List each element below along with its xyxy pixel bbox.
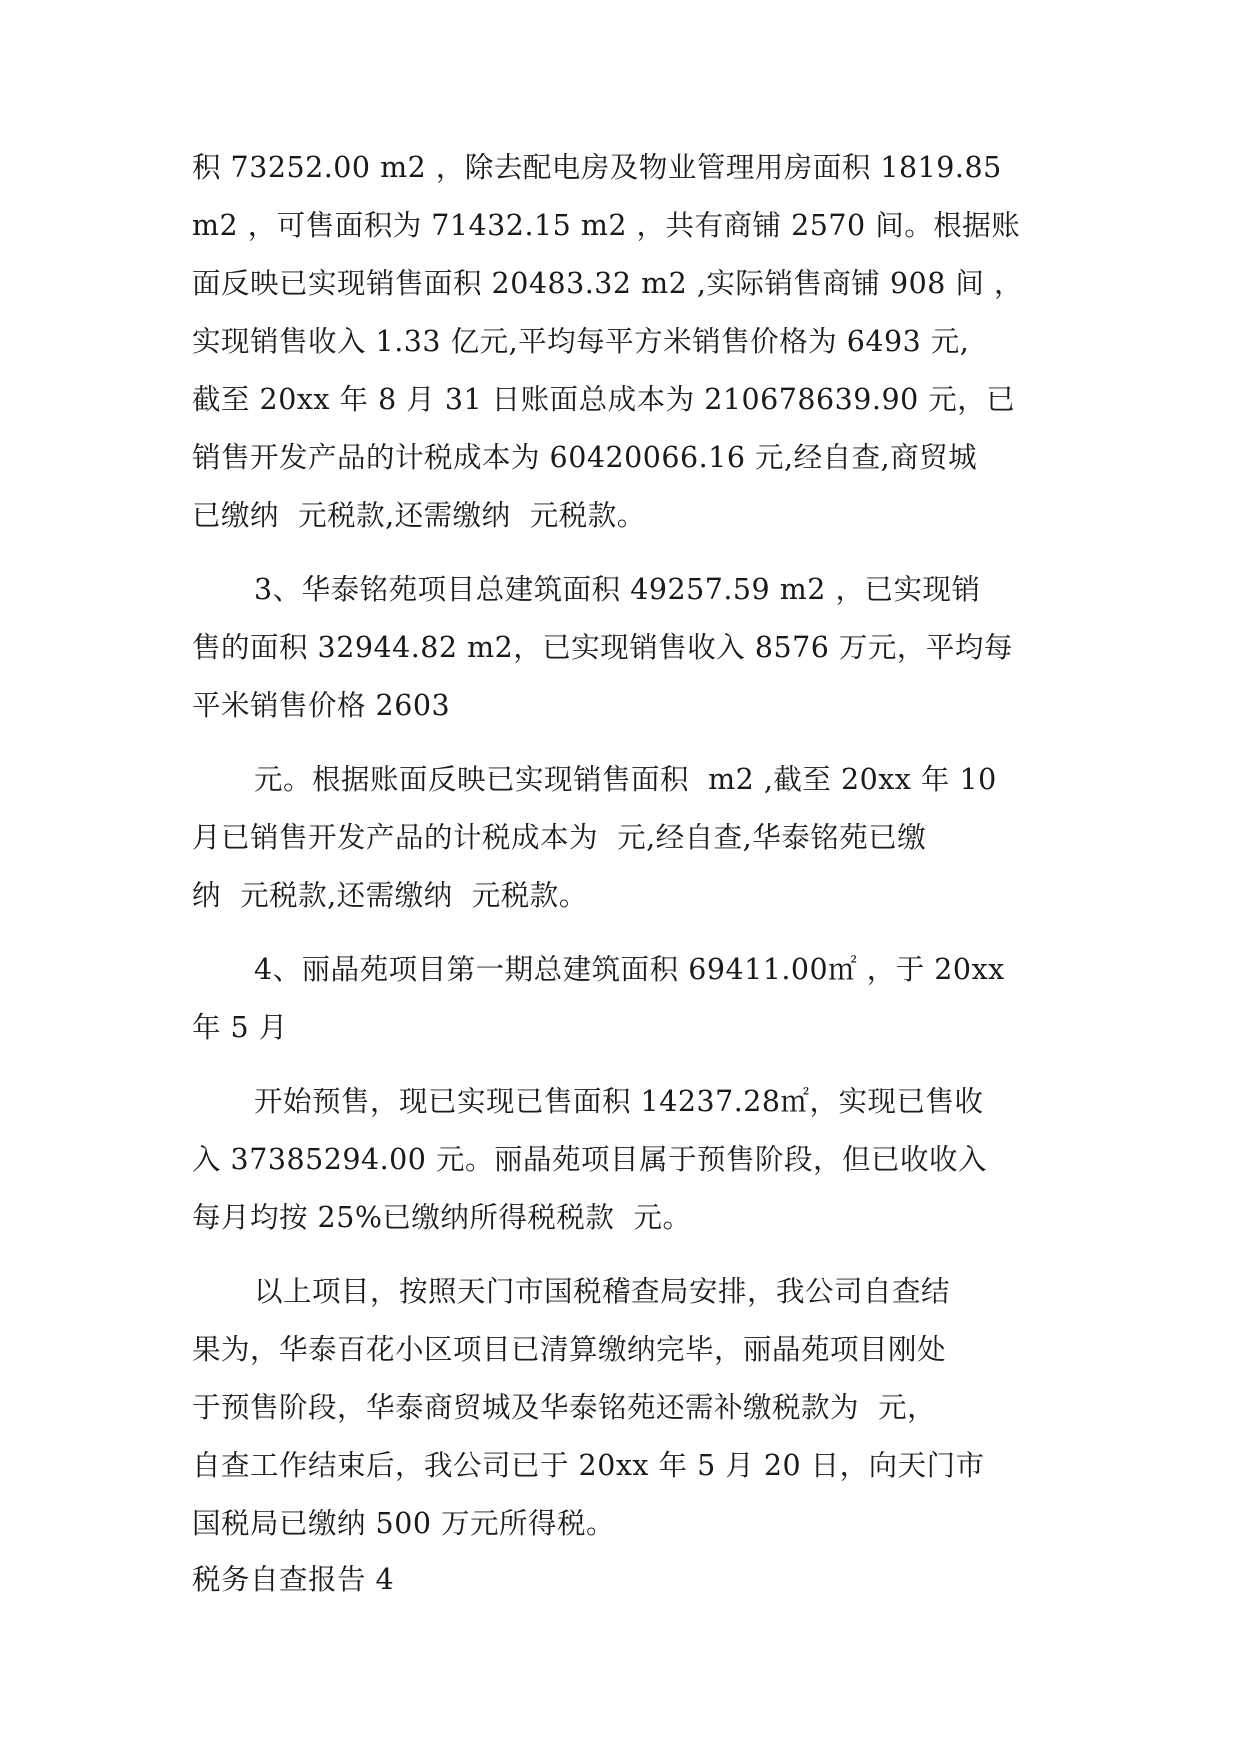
text-line: 截至 20xx 年 8 月 31 日账面总成本为 210678639.90 元，已 xyxy=(192,383,1016,416)
text-line: 面反映已实现销售面积 20483.32 m2 ,实际销售商铺 908 间 ， xyxy=(192,267,1023,300)
text-line: 销售开发产品的计税成本为 60420066.16 元,经自查,商贸城 xyxy=(192,441,978,474)
text-line: 实现销售收入 1.33 亿元,平均每平方米销售价格为 6493 元, xyxy=(192,325,970,358)
text-line: 已缴纳 元税款,还需缴纳 元税款。 xyxy=(192,499,646,532)
section-heading: 税务自查报告 4 xyxy=(192,1563,395,1596)
text-line: 售的面积 32944.82 m2，已实现销售收入 8576 万元，平均每 xyxy=(192,631,1013,664)
text-line: 国税局已缴纳 500 万元所得税。 xyxy=(192,1507,616,1540)
text-line: 平米销售价格 2603 xyxy=(192,689,451,722)
paragraph-start: 以上项目，按照天门市国税稽查局安排，我公司自查结 xyxy=(254,1275,951,1308)
text-line: 果为，华泰百花小区项目已清算缴纳完毕，丽晶苑项目刚处 xyxy=(192,1333,947,1366)
text-line: m2 ，可售面积为 71432.15 m2 ，共有商铺 2570 间。根据账 xyxy=(192,209,1021,242)
text-line: 自查工作结束后，我公司已于 20xx 年 5 月 20 日，向天门市 xyxy=(192,1449,985,1482)
text-line: 每月均按 25%已缴纳所得税税款 元。 xyxy=(192,1201,692,1234)
text-line: 月已销售开发产品的计税成本为 元,经自查,华泰铭苑已缴 xyxy=(192,821,927,854)
paragraph-start: 4、丽晶苑项目第一期总建筑面积 69411.00㎡ ，于 20xx xyxy=(254,953,1005,986)
text-line: 纳 元税款,还需缴纳 元税款。 xyxy=(192,879,588,912)
text-line: 年 5 月 xyxy=(192,1011,288,1044)
paragraph-start: 3、华泰铭苑项目总建筑面积 49257.59 m2 ，已实现销 xyxy=(254,573,981,606)
text-line: 于预售阶段，华泰商贸城及华泰铭苑还需补缴税款为 元， xyxy=(192,1391,937,1424)
text-line: 积 73252.00 m2 ，除去配电房及物业管理用房面积 1819.85 xyxy=(192,151,1002,184)
paragraph-start: 开始预售，现已实现已售面积 14237.28㎡，实现已售收 xyxy=(254,1085,984,1118)
text-line: 入 37385294.00 元。丽晶苑项目属于预售阶段，但已收收入 xyxy=(192,1143,988,1176)
paragraph-start: 元。根据账面反映已实现销售面积 m2 ,截至 20xx 年 10 xyxy=(254,763,997,796)
